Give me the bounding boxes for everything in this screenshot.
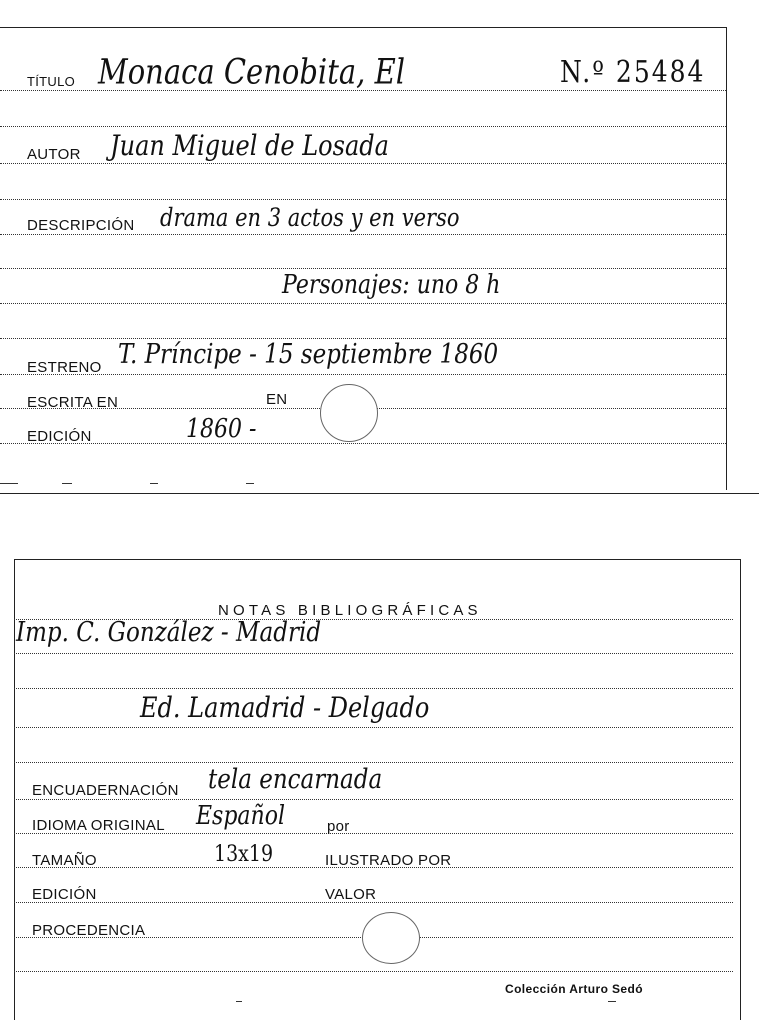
nota-imprenta: Imp. C. González - Madrid bbox=[16, 617, 322, 648]
ruled-line bbox=[0, 374, 726, 375]
escrita-label: ESCRITA EN bbox=[27, 394, 119, 411]
ruled-line bbox=[0, 303, 726, 304]
margin-dash bbox=[62, 483, 72, 484]
ruled-line bbox=[0, 443, 726, 444]
margin-dash bbox=[0, 483, 18, 484]
stamp-mark bbox=[362, 912, 420, 964]
ruled-line bbox=[0, 234, 726, 235]
encuadernacion-value: tela encarnada bbox=[208, 764, 383, 795]
margin-dash bbox=[236, 1001, 242, 1002]
ruled-line bbox=[0, 199, 726, 200]
ruled-line bbox=[14, 971, 733, 972]
stamp-mark bbox=[320, 384, 378, 442]
estreno-label: ESTRENO bbox=[27, 359, 102, 376]
ruled-line bbox=[0, 126, 726, 127]
titulo-value: Monaca Cenobita, El bbox=[98, 51, 406, 92]
ruled-line bbox=[14, 799, 733, 800]
ruled-line bbox=[0, 268, 726, 269]
ilustrado-label: ILUSTRADO POR bbox=[325, 852, 452, 869]
autor-value: Juan Miguel de Losada bbox=[110, 128, 389, 162]
edicion-label: EDICIÓN bbox=[27, 428, 92, 445]
estreno-value: T. Príncipe - 15 septiembre 1860 bbox=[118, 339, 499, 370]
tamano-value: 13x19 bbox=[214, 841, 274, 867]
autor-label: AUTOR bbox=[27, 146, 81, 163]
margin-dash bbox=[150, 483, 158, 484]
margin-dash bbox=[246, 483, 254, 484]
notas-heading: NOTAS BIBLIOGRÁFICAS bbox=[218, 602, 482, 619]
ruled-line bbox=[14, 762, 733, 763]
ruled-line bbox=[0, 163, 726, 164]
nota-editorial: Ed. Lamadrid - Delgado bbox=[140, 690, 430, 724]
titulo-label: TÍTULO bbox=[27, 74, 76, 89]
procedencia-label: PROCEDENCIA bbox=[32, 922, 146, 939]
encuadernacion-label: ENCUADERNACIÓN bbox=[32, 782, 179, 799]
por-label: por bbox=[327, 818, 350, 835]
en-label: EN bbox=[266, 391, 288, 408]
edicion2-label: EDICIÓN bbox=[32, 886, 97, 903]
coleccion-credit: Colección Arturo Sedó bbox=[505, 982, 643, 996]
tamano-label: TAMAÑO bbox=[32, 852, 97, 869]
descripcion-label: DESCRIPCIÓN bbox=[27, 217, 135, 234]
idioma-value: Español bbox=[196, 801, 285, 831]
numero-value: N.º 25484 bbox=[560, 54, 706, 89]
ruled-line bbox=[14, 653, 733, 654]
ruled-line bbox=[14, 688, 733, 689]
ruled-line bbox=[14, 727, 733, 728]
margin-dash bbox=[608, 1001, 616, 1002]
edicion-value: 1860 - bbox=[186, 414, 257, 444]
descripcion-value: drama en 3 actos y en verso bbox=[160, 203, 460, 232]
personajes-value: Personajes: uno 8 h bbox=[282, 270, 501, 300]
idioma-label: IDIOMA ORIGINAL bbox=[32, 817, 165, 834]
valor-label: VALOR bbox=[325, 886, 377, 903]
